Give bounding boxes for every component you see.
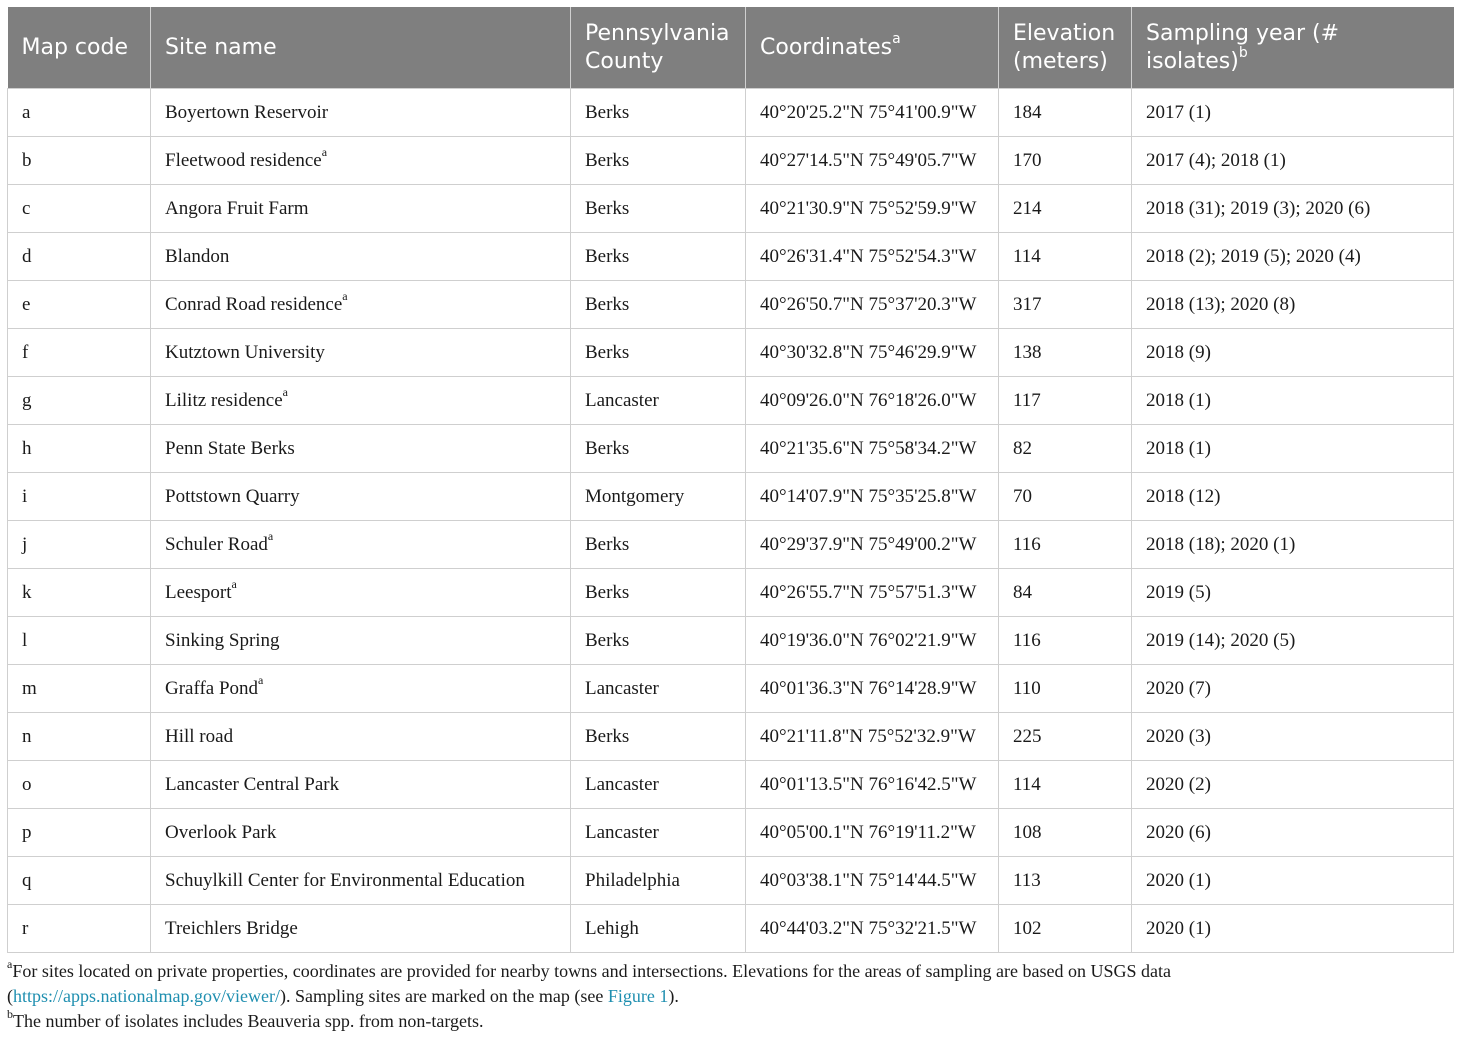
cell-map-code: q: [8, 857, 151, 905]
cell-map-code: k: [8, 569, 151, 617]
figure-1-link[interactable]: Figure 1: [607, 986, 669, 1006]
header-county: Pennsylvania County: [571, 7, 746, 89]
cell-elevation: 113: [999, 857, 1132, 905]
cell-coordinates: 40°05'00.1"N 76°19'11.2"W: [746, 809, 999, 857]
cell-elevation: 116: [999, 521, 1132, 569]
cell-map-code: d: [8, 233, 151, 281]
cell-elevation: 214: [999, 185, 1132, 233]
cell-elevation: 114: [999, 233, 1132, 281]
cell-site-name: Lancaster Central Park: [151, 761, 571, 809]
table-body: [8, 89, 1454, 953]
cell-sampling-year: 2017 (1): [1132, 89, 1454, 137]
table-row: [8, 521, 1454, 569]
cell-coordinates: 40°03'38.1"N 75°14'44.5"W: [746, 857, 999, 905]
cell-elevation: 70: [999, 473, 1132, 521]
cell-county: Berks: [571, 329, 746, 377]
cell-elevation: 184: [999, 89, 1132, 137]
cell-sampling-year: 2020 (3): [1132, 713, 1454, 761]
cell-site-name: Overlook Park: [151, 809, 571, 857]
header-coordinates: Coordinates$^a$: [746, 7, 999, 89]
cell-elevation: 82: [999, 425, 1132, 473]
cell-sampling-year: 2018 (13); 2020 (8): [1132, 281, 1454, 329]
cell-sampling-year: 2019 (14); 2020 (5): [1132, 617, 1454, 665]
table-row: [8, 473, 1454, 521]
cell-map-code: f: [8, 329, 151, 377]
sampling-sites-table: [7, 7, 1454, 953]
cell-elevation: 102: [999, 905, 1132, 953]
cell-map-code: c: [8, 185, 151, 233]
cell-coordinates: 40°21'35.6"N 75°58'34.2"W: [746, 425, 999, 473]
cell-coordinates: 40°01'36.3"N 76°14'28.9"W: [746, 665, 999, 713]
cell-county: Berks: [571, 185, 746, 233]
cell-county: Berks: [571, 233, 746, 281]
cell-sampling-year: 2018 (1): [1132, 377, 1454, 425]
cell-sampling-year: 2018 (1): [1132, 425, 1454, 473]
cell-elevation: 110: [999, 665, 1132, 713]
cell-coordinates: 40°21'30.9"N 75°52'59.9"W: [746, 185, 999, 233]
cell-site-name: Schuylkill Center for Environmental Education: [151, 857, 571, 905]
cell-elevation: 116: [999, 617, 1132, 665]
cell-county: Berks: [571, 425, 746, 473]
cell-county: Berks: [571, 569, 746, 617]
table-row: [8, 905, 1454, 953]
table-row: [8, 281, 1454, 329]
table-row: [8, 89, 1454, 137]
cell-sampling-year: 2018 (18); 2020 (1): [1132, 521, 1454, 569]
cell-elevation: 317: [999, 281, 1132, 329]
table-row: [8, 137, 1454, 185]
cell-sampling-year: 2020 (1): [1132, 857, 1454, 905]
cell-site-name: Leesport$^a$: [151, 569, 571, 617]
cell-coordinates: 40°30'32.8"N 75°46'29.9"W: [746, 329, 999, 377]
cell-coordinates: 40°27'14.5"N 75°49'05.7"W: [746, 137, 999, 185]
cell-sampling-year: 2020 (6): [1132, 809, 1454, 857]
cell-county: Lancaster: [571, 377, 746, 425]
cell-site-name: Fleetwood residence$^a$: [151, 137, 571, 185]
cell-sampling-year: 2018 (12): [1132, 473, 1454, 521]
cell-county: Berks: [571, 617, 746, 665]
cell-elevation: 138: [999, 329, 1132, 377]
cell-county: Philadelphia: [571, 857, 746, 905]
cell-elevation: 117: [999, 377, 1132, 425]
cell-site-name: Penn State Berks: [151, 425, 571, 473]
cell-county: Berks: [571, 521, 746, 569]
header-elevation: Elevation (meters): [999, 7, 1132, 89]
table-container: [7, 7, 1453, 1034]
cell-map-code: g: [8, 377, 151, 425]
cell-coordinates: 40°09'26.0"N 76°18'26.0"W: [746, 377, 999, 425]
cell-sampling-year: 2020 (7): [1132, 665, 1454, 713]
cell-coordinates: 40°21'11.8"N 75°52'32.9"W: [746, 713, 999, 761]
table-row: [8, 233, 1454, 281]
cell-coordinates: 40°26'55.7"N 75°57'51.3"W: [746, 569, 999, 617]
cell-coordinates: 40°14'07.9"N 75°35'25.8"W: [746, 473, 999, 521]
table-row: [8, 761, 1454, 809]
footnote-b: $^b$The number of isolates includes Beauveria spp. from non-targets.: [7, 1007, 484, 1031]
cell-site-name: Hill road: [151, 713, 571, 761]
header-map-code: Map code: [8, 7, 151, 89]
cell-map-code: a: [8, 89, 151, 137]
cell-site-name: Schuler Road$^a$: [151, 521, 571, 569]
table-row: [8, 713, 1454, 761]
cell-elevation: 225: [999, 713, 1132, 761]
cell-county: Berks: [571, 89, 746, 137]
cell-sampling-year: 2019 (5): [1132, 569, 1454, 617]
cell-site-name: Kutztown University: [151, 329, 571, 377]
cell-sampling-year: 2020 (1): [1132, 905, 1454, 953]
cell-elevation: 108: [999, 809, 1132, 857]
table-row: [8, 425, 1454, 473]
cell-map-code: h: [8, 425, 151, 473]
header-sampling-year: Sampling year (# isolates)$^b$: [1132, 7, 1454, 89]
cell-coordinates: 40°26'31.4"N 75°52'54.3"W: [746, 233, 999, 281]
cell-sampling-year: 2017 (4); 2018 (1): [1132, 137, 1454, 185]
header-row: [8, 7, 1454, 89]
table-row: [8, 857, 1454, 905]
cell-coordinates: 40°26'50.7"N 75°37'20.3"W: [746, 281, 999, 329]
cell-site-name: Blandon: [151, 233, 571, 281]
cell-map-code: e: [8, 281, 151, 329]
table-row: [8, 617, 1454, 665]
cell-county: Berks: [571, 713, 746, 761]
header-site-name: Site name: [151, 7, 571, 89]
cell-coordinates: 40°20'25.2"N 75°41'00.9"W: [746, 89, 999, 137]
cell-coordinates: 40°19'36.0"N 76°02'21.9"W: [746, 617, 999, 665]
cell-elevation: 84: [999, 569, 1132, 617]
footnote-a: $^a$For sites located on private properties, coordinates are provided for nearby towns and intersections. Elevations for the areas of sampling are based on USGS data (https://apps.nationalmap.gov/viewer/). Sampling sites are marked on the map (see Figure 1).: [7, 957, 1171, 1006]
cell-elevation: 170: [999, 137, 1132, 185]
footnotes: [7, 959, 1453, 1034]
cell-map-code: m: [8, 665, 151, 713]
cell-site-name: Treichlers Bridge: [151, 905, 571, 953]
cell-site-name: Pottstown Quarry: [151, 473, 571, 521]
cell-county: Lancaster: [571, 761, 746, 809]
table-row: [8, 665, 1454, 713]
cell-elevation: 114: [999, 761, 1132, 809]
usgs-link[interactable]: https://apps.nationalmap.gov/viewer/: [13, 986, 280, 1006]
cell-county: Lancaster: [571, 665, 746, 713]
cell-county: Berks: [571, 281, 746, 329]
cell-county: Lehigh: [571, 905, 746, 953]
cell-coordinates: 40°01'13.5"N 76°16'42.5"W: [746, 761, 999, 809]
table-row: [8, 569, 1454, 617]
cell-site-name: Angora Fruit Farm: [151, 185, 571, 233]
table-row: [8, 809, 1454, 857]
cell-map-code: p: [8, 809, 151, 857]
cell-sampling-year: 2018 (9): [1132, 329, 1454, 377]
cell-map-code: o: [8, 761, 151, 809]
cell-map-code: l: [8, 617, 151, 665]
cell-site-name: Conrad Road residence$^a$: [151, 281, 571, 329]
cell-sampling-year: 2018 (2); 2019 (5); 2020 (4): [1132, 233, 1454, 281]
cell-site-name: Boyertown Reservoir: [151, 89, 571, 137]
cell-county: Berks: [571, 137, 746, 185]
cell-sampling-year: 2018 (31); 2019 (3); 2020 (6): [1132, 185, 1454, 233]
cell-map-code: j: [8, 521, 151, 569]
cell-map-code: i: [8, 473, 151, 521]
cell-site-name: Graffa Pond$^a$: [151, 665, 571, 713]
table-row: [8, 377, 1454, 425]
cell-county: Lancaster: [571, 809, 746, 857]
table-row: [8, 329, 1454, 377]
cell-map-code: b: [8, 137, 151, 185]
cell-site-name: Sinking Spring: [151, 617, 571, 665]
cell-site-name: Lilitz residence$^a$: [151, 377, 571, 425]
cell-county: Montgomery: [571, 473, 746, 521]
cell-coordinates: 40°29'37.9"N 75°49'00.2"W: [746, 521, 999, 569]
cell-map-code: n: [8, 713, 151, 761]
cell-map-code: r: [8, 905, 151, 953]
table-row: [8, 185, 1454, 233]
cell-coordinates: 40°44'03.2"N 75°32'21.5"W: [746, 905, 999, 953]
cell-sampling-year: 2020 (2): [1132, 761, 1454, 809]
